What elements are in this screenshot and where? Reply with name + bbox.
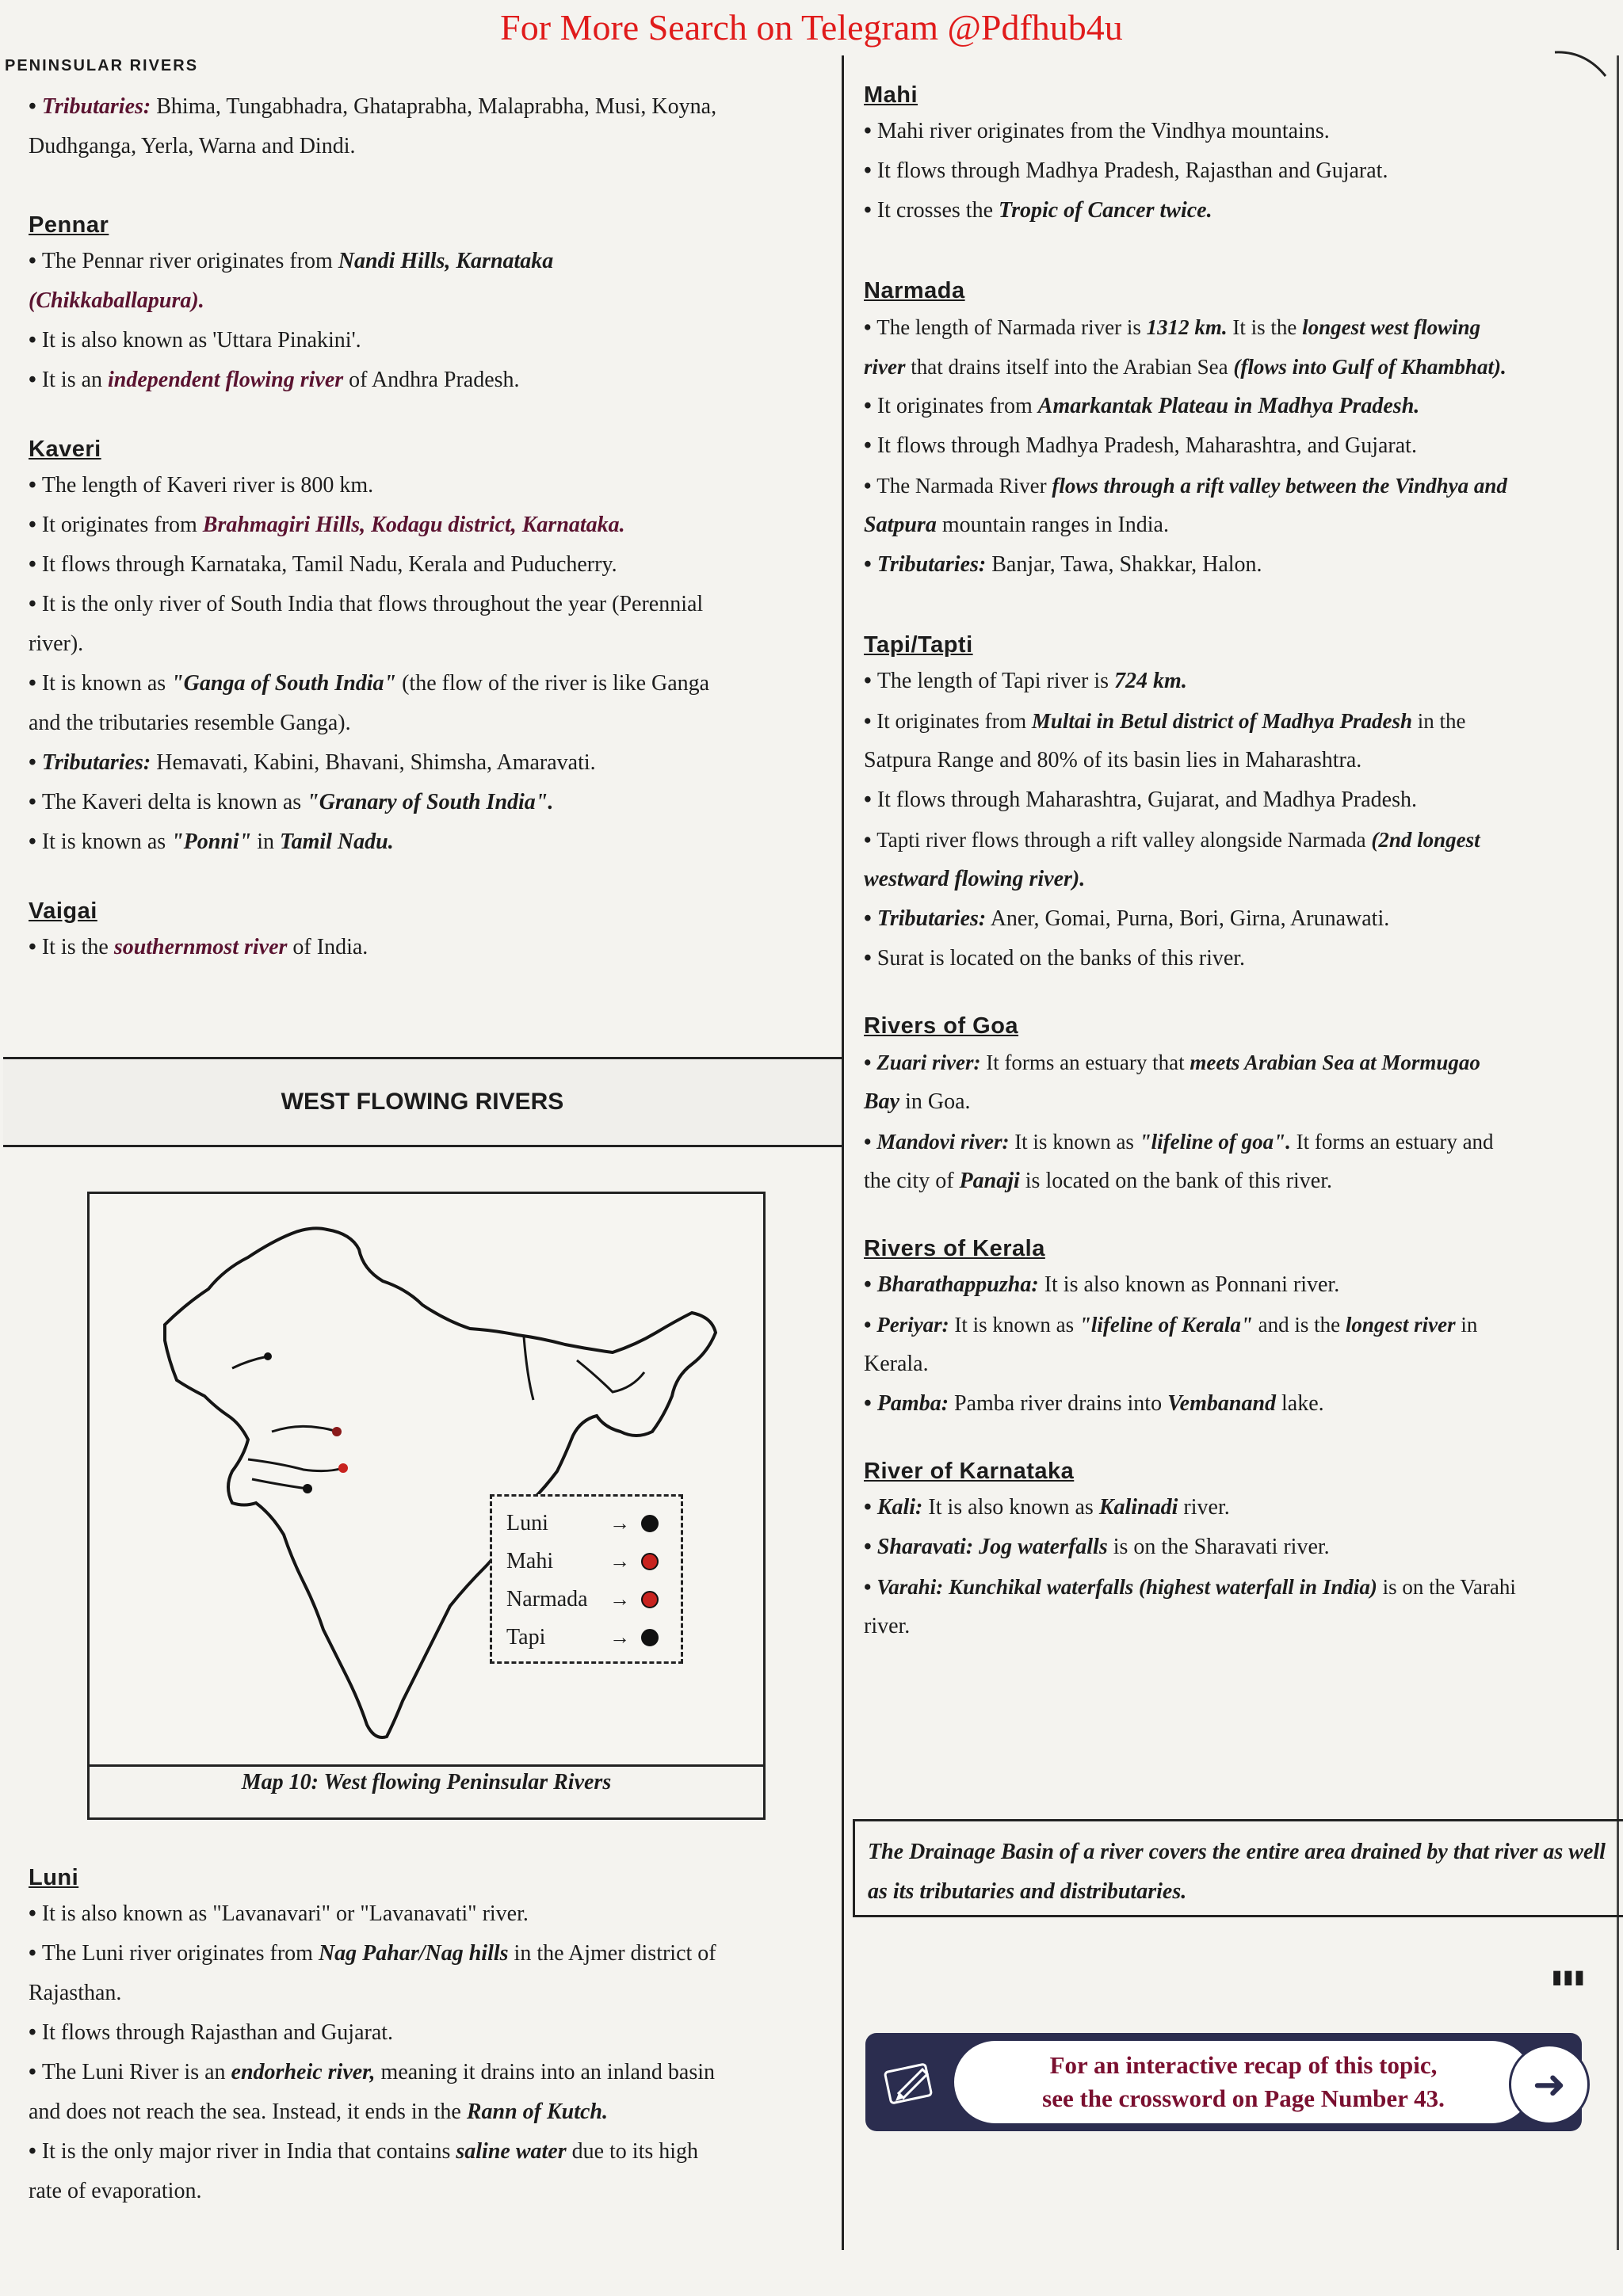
legend-row-narmada: Narmada →	[506, 1581, 666, 1619]
tributaries-intro: • Tributaries: Bhima, Tungabhadra, Ghataprabha, Malaprabha, Musi, Koyna, Dudhganga, Yerla, Warna and Dindi.	[29, 87, 821, 166]
narmada-rift: • The Narmada River flows through a rift valley between the Vindhya and	[864, 466, 1601, 505]
luni-endorheic-cont: and does not reach the sea. Instead, it ends in the Rann of Kutch.	[29, 2100, 608, 2124]
goa-mandovi: • Mandovi river: It is known as "lifeline of goa". It forms an estuary and	[864, 1122, 1601, 1161]
kaveri-ganga: • It is known as "Ganga of South India" (the flow of the river is like Ganga	[29, 664, 821, 704]
goa-heading: Rivers of Goa	[864, 1013, 1019, 1039]
luni-flow: • It flows through Rajasthan and Gujarat.	[29, 2013, 829, 2053]
arrow-right-icon: →	[609, 1626, 630, 1649]
kerala-periyar: • Periyar: It is known as "lifeline of Kerala" and is the longest river in	[864, 1305, 1601, 1344]
legend-dot	[641, 1591, 659, 1608]
vaigai-southernmost: • It is the southernmost river of India.	[29, 928, 821, 967]
vaigai-heading: Vaigai	[29, 898, 97, 924]
tapi-surat: • Surat is located on the banks of this river.	[864, 939, 1601, 978]
kaveri-origin: • It originates from Brahmagiri Hills, Kodagu district, Karnataka.	[29, 505, 821, 545]
arrow-right-icon: →	[609, 1550, 630, 1573]
narmada-length-cont: river that drains itself into the Arabian Sea (flows into Gulf of Khambhat).	[864, 355, 1507, 379]
kaveri-tributaries: • Tributaries: Hemavati, Kabini, Bhavani, Shimsha, Amaravati.	[29, 743, 821, 783]
karnataka-sharavati: • Sharavati: Jog waterfalls is on the Sharavati river.	[864, 1527, 1601, 1567]
goa-zuari-cont: Bay in Goa.	[864, 1089, 971, 1114]
goa-section	[864, 1013, 1601, 1201]
karnataka-heading: River of Karnataka	[864, 1459, 1075, 1484]
vaigai-section	[29, 898, 821, 967]
narmada-origin: • It originates from Amarkantak Plateau in Madhya Pradesh.	[864, 387, 1601, 426]
tapi-flow: • It flows through Maharashtra, Gujarat, and Madhya Pradesh.	[864, 780, 1601, 820]
column-divider	[842, 55, 844, 2250]
luni-alias: • It is also known as "Lavanavari" or "Lavanavati" river.	[29, 1894, 829, 1934]
luni-saline-cont: rate of evaporation.	[29, 2179, 202, 2203]
kerala-pamba: • Pamba: Pamba river drains into Vembanand lake.	[864, 1384, 1601, 1424]
narmada-rift-cont: Satpura mountain ranges in India.	[864, 513, 1169, 537]
right-column	[864, 82, 1601, 1646]
recap-line-2: see the crossword on Page Number 43.	[1042, 2084, 1445, 2112]
left-column-upper	[29, 87, 821, 967]
kaveri-ponni: • It is known as "Ponni" in Tamil Nadu.	[29, 822, 821, 862]
arrow-right-icon[interactable]: ➜	[1509, 2044, 1590, 2125]
narmada-heading: Narmada	[864, 278, 965, 303]
kerala-section	[864, 1236, 1601, 1424]
kaveri-perennial-cont: river).	[29, 631, 84, 656]
karnataka-varahi-cont: river.	[864, 1614, 911, 1638]
section-end-mark: ▮▮▮	[1552, 1967, 1586, 1988]
kaveri-heading: Kaveri	[29, 437, 101, 462]
tapi-length: • The length of Tapi river is 724 km.	[864, 662, 1601, 701]
goa-zuari: • Zuari river: It forms an estuary that meets Arabian Sea at Mormugao	[864, 1043, 1601, 1082]
legend-dot	[641, 1553, 659, 1570]
tapi-origin: • It originates from Multai in Betul district of Madhya Pradesh in the	[864, 701, 1601, 741]
pennar-heading: Pennar	[29, 212, 109, 238]
india-map-outline	[90, 1194, 763, 1764]
luni-section	[29, 1865, 829, 2211]
kaveri-length: • The length of Kaveri river is 800 km.	[29, 466, 821, 505]
legend-row-mahi: Mahi →	[506, 1543, 666, 1581]
right-edge-line	[1617, 55, 1619, 2250]
pennar-origin-cont: (Chikkaballapura).	[29, 288, 204, 313]
pennar-origin: • The Pennar river originates from Nandi Hills, Karnataka	[29, 242, 821, 281]
page-top-title: PENINSULAR RIVERS	[5, 57, 199, 74]
mahi-heading: Mahi	[864, 82, 918, 108]
tapi-rift: • Tapti river flows through a rift valley alongside Narmada (2nd longest	[864, 820, 1601, 860]
narmada-flow: • It flows through Madhya Pradesh, Maharashtra, and Gujarat.	[864, 426, 1601, 466]
tapi-heading: Tapi/Tapti	[864, 632, 973, 658]
recap-line-1: For an interactive recap of this topic,	[1049, 2051, 1438, 2079]
narmada-tributaries: • Tributaries: Banjar, Tawa, Shakkar, Halon.	[864, 545, 1601, 585]
karnataka-kali: • Kali: It is also known as Kalinadi river.	[864, 1488, 1601, 1527]
kaveri-ganga-cont: and the tributaries resemble Ganga).	[29, 711, 351, 735]
west-flowing-rivers-title: WEST FLOWING RIVERS	[3, 1057, 842, 1147]
legend-row-luni: Luni →	[506, 1505, 666, 1543]
drainage-basin-note: The Drainage Basin of a river covers the entire area drained by that river as well as its tributaries and distributaries.	[853, 1819, 1623, 1917]
narmada-section	[864, 278, 1601, 585]
telegram-watermark: For More Search on Telegram @Pdfhub4u	[500, 7, 1123, 48]
karnataka-varahi: • Varahi: Kunchikal waterfalls (highest waterfall in India) is on the Varahi	[864, 1567, 1601, 1607]
legend-row-tapi: Tapi →	[506, 1619, 666, 1657]
kerala-heading: Rivers of Kerala	[864, 1236, 1045, 1261]
tapi-origin-cont: Satpura Range and 80% of its basin lies in Maharashtra.	[864, 748, 1362, 772]
arrow-right-icon: →	[609, 1588, 630, 1611]
kerala-periyar-cont: Kerala.	[864, 1352, 929, 1376]
goa-mandovi-cont: the city of Panaji is located on the bank of this river.	[864, 1169, 1333, 1193]
map-frame	[87, 1192, 766, 1767]
legend-dot	[641, 1629, 659, 1646]
map-caption: Map 10: West flowing Peninsular Rivers	[87, 1748, 766, 1820]
luni-heading: Luni	[29, 1865, 79, 1890]
luni-endorheic: • The Luni River is an endorheic river, meaning it drains into an inland basin	[29, 2053, 829, 2092]
tapi-tributaries: • Tributaries: Aner, Gomai, Purna, Bori, Girna, Arunawati.	[864, 899, 1601, 939]
kaveri-section	[29, 437, 821, 862]
luni-origin: • The Luni river originates from Nag Pahar/Nag hills in the Ajmer district of	[29, 1934, 829, 1974]
arrow-right-icon: →	[609, 1512, 630, 1535]
tapi-rift-cont: westward flowing river).	[864, 867, 1086, 891]
legend-dot	[641, 1515, 659, 1532]
pennar-independent: • It is an independent flowing river of Andhra Pradesh.	[29, 360, 821, 400]
mahi-section	[864, 82, 1601, 231]
luni-origin-cont: Rajasthan.	[29, 1981, 122, 2005]
luni-saline: • It is the only major river in India that contains saline water due to its high	[29, 2132, 829, 2172]
crossword-recap-banner[interactable]	[865, 2033, 1582, 2131]
narmada-length: • The length of Narmada river is 1312 km. It is the longest west flowing	[864, 307, 1601, 347]
pennar-section	[29, 212, 821, 400]
kaveri-perennial: • It is the only river of South India that flows throughout the year (Perennial	[29, 585, 821, 624]
kaveri-flow: • It flows through Karnataka, Tamil Nadu, Kerala and Puducherry.	[29, 545, 821, 585]
mahi-flow: • It flows through Madhya Pradesh, Rajasthan and Gujarat.	[864, 151, 1601, 191]
kerala-bharathappuzha: • Bharathappuzha: It is also known as Ponnani river.	[864, 1265, 1601, 1305]
tapi-section	[864, 632, 1601, 978]
karnataka-section	[864, 1459, 1601, 1646]
mahi-tropic: • It crosses the Tropic of Cancer twice.	[864, 191, 1601, 231]
pennar-alias: • It is also known as 'Uttara Pinakini'.	[29, 321, 821, 360]
mahi-origin: • Mahi river originates from the Vindhya mountains.	[864, 112, 1601, 151]
recap-text	[954, 2041, 1533, 2123]
pencil-paper-icon	[883, 2055, 938, 2111]
kaveri-delta: • The Kaveri delta is known as "Granary of South India".	[29, 783, 821, 822]
corner-curve-icon	[1553, 48, 1609, 79]
map-legend	[490, 1494, 683, 1664]
